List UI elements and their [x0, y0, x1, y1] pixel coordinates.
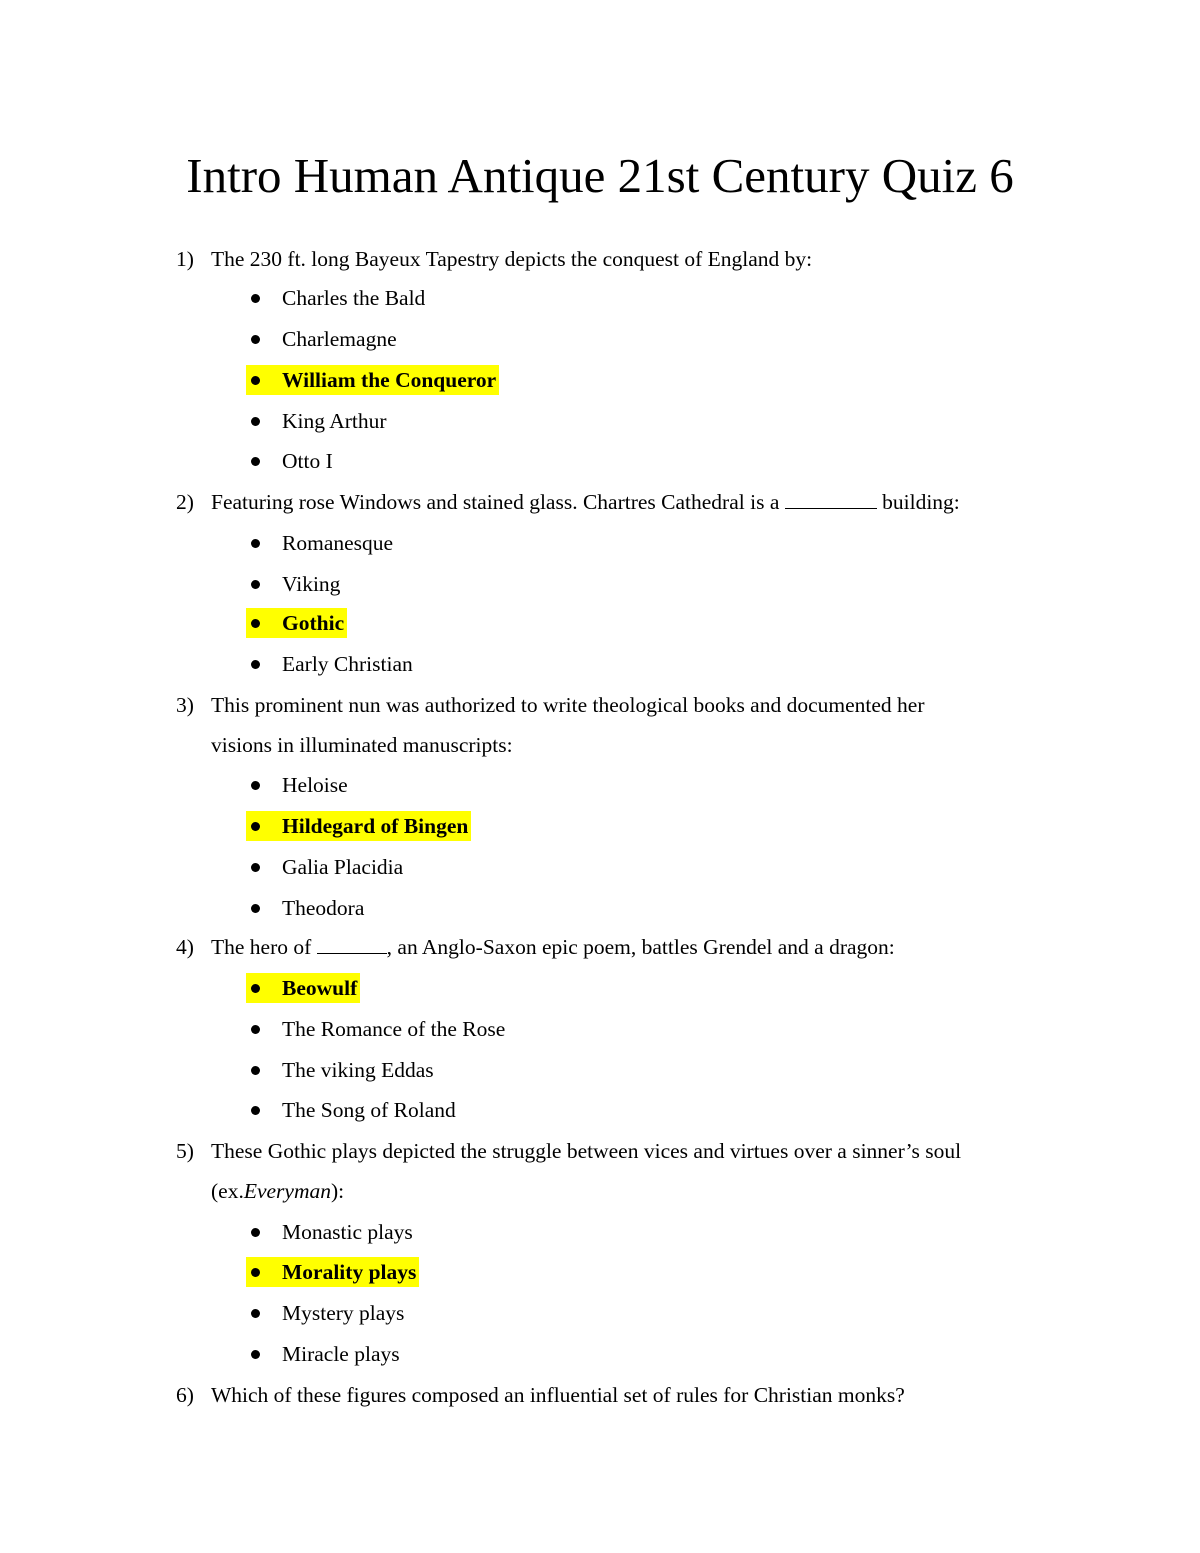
correct-answer-option	[246, 1257, 419, 1287]
bullet-icon	[251, 417, 260, 426]
answer-option	[246, 1217, 413, 1247]
option-label: King Arthur	[282, 409, 387, 433]
option-label: Beowulf	[282, 976, 358, 1000]
option-label: Galia Placidia	[282, 855, 404, 879]
question-number: 5)	[176, 1139, 194, 1163]
question-text-part: , an Anglo-Saxon epic poem, battles Grendel and a dragon:	[386, 935, 895, 959]
answer-option	[246, 1014, 505, 1044]
bullet-icon	[251, 1268, 260, 1277]
option-label: William the Conqueror	[282, 368, 497, 392]
option-label: Monastic plays	[282, 1220, 413, 1244]
answer-option	[246, 1055, 434, 1085]
bullet-icon	[251, 457, 260, 466]
option-label: Gothic	[282, 611, 345, 635]
question-text	[211, 1177, 344, 1205]
question-number: 1)	[176, 247, 194, 271]
bullet-icon	[251, 863, 260, 872]
answer-option	[246, 893, 364, 923]
bullet-icon	[251, 822, 260, 831]
option-label: Mystery plays	[282, 1301, 405, 1325]
option-label: Early Christian	[282, 652, 413, 676]
bullet-icon	[251, 619, 260, 628]
bullet-icon	[251, 1228, 260, 1237]
question-text: This prominent nun was authorized to write theological books and documented her	[211, 693, 925, 717]
page-title: Intro Human Antique 21st Century Quiz 6	[186, 148, 1014, 203]
bullet-icon	[251, 376, 260, 385]
option-label: Morality plays	[282, 1260, 417, 1284]
question-text: These Gothic plays depicted the struggle between vices and virtues over a sinner’s soul	[211, 1139, 962, 1163]
bullet-icon	[251, 1066, 260, 1075]
answer-option	[246, 1298, 404, 1328]
answer-option	[246, 283, 425, 313]
option-label: Otto I	[282, 449, 333, 473]
option-label: The viking Eddas	[282, 1058, 434, 1082]
bullet-icon	[251, 904, 260, 913]
answer-option	[246, 569, 340, 599]
answer-option	[246, 1095, 456, 1125]
answer-option	[246, 324, 397, 354]
option-label: Hildegard of Bingen	[282, 814, 469, 838]
bullet-icon	[251, 1106, 260, 1115]
question-number: 4)	[176, 935, 194, 959]
question-text: visions in illuminated manuscripts:	[211, 733, 513, 757]
fill-in-blank	[785, 490, 877, 509]
question-text	[211, 933, 895, 961]
question-text-part: The hero of	[211, 935, 317, 959]
question-number: 2)	[176, 490, 194, 514]
work-title: Everyman	[243, 1179, 331, 1203]
bullet-icon	[251, 335, 260, 344]
fill-in-blank	[317, 935, 387, 954]
answer-option	[246, 852, 403, 882]
question-text-part: Featuring rose Windows and stained glass. Chartres Cathedral is a	[211, 490, 785, 514]
question-text: The 230 ft. long Bayeux Tapestry depicts the conquest of England by:	[211, 247, 813, 271]
question-number: 3)	[176, 693, 194, 717]
option-label: Theodora	[282, 896, 365, 920]
option-label: Charles the Bald	[282, 286, 426, 310]
bullet-icon	[251, 781, 260, 790]
question-text-part: (ex.	[211, 1179, 244, 1203]
correct-answer-option	[246, 365, 499, 395]
bullet-icon	[251, 660, 260, 669]
option-label: The Song of Roland	[282, 1098, 456, 1122]
option-label: Heloise	[282, 773, 348, 797]
option-label: Miracle plays	[282, 1342, 400, 1366]
bullet-icon	[251, 1350, 260, 1359]
bullet-icon	[251, 539, 260, 548]
option-label: The Romance of the Rose	[282, 1017, 506, 1041]
bullet-icon	[251, 984, 260, 993]
bullet-icon	[251, 1025, 260, 1034]
answer-option	[246, 528, 393, 558]
question-text-part: ):	[330, 1179, 345, 1203]
option-label: Viking	[282, 572, 341, 596]
question-text	[211, 488, 960, 516]
correct-answer-option	[246, 973, 360, 1003]
option-label: Charlemagne	[282, 327, 397, 351]
question-number: 6)	[176, 1383, 194, 1407]
bullet-icon	[251, 580, 260, 589]
question-text: Which of these figures composed an influential set of rules for Christian monks?	[211, 1383, 905, 1407]
option-label: Romanesque	[282, 531, 394, 555]
correct-answer-option	[246, 608, 347, 638]
answer-option	[246, 406, 387, 436]
answer-option	[246, 446, 333, 476]
question-text-part: building:	[876, 490, 960, 514]
bullet-icon	[251, 294, 260, 303]
answer-option	[246, 1339, 400, 1369]
answer-option	[246, 649, 413, 679]
correct-answer-option	[246, 811, 471, 841]
answer-option	[246, 770, 348, 800]
bullet-icon	[251, 1309, 260, 1318]
